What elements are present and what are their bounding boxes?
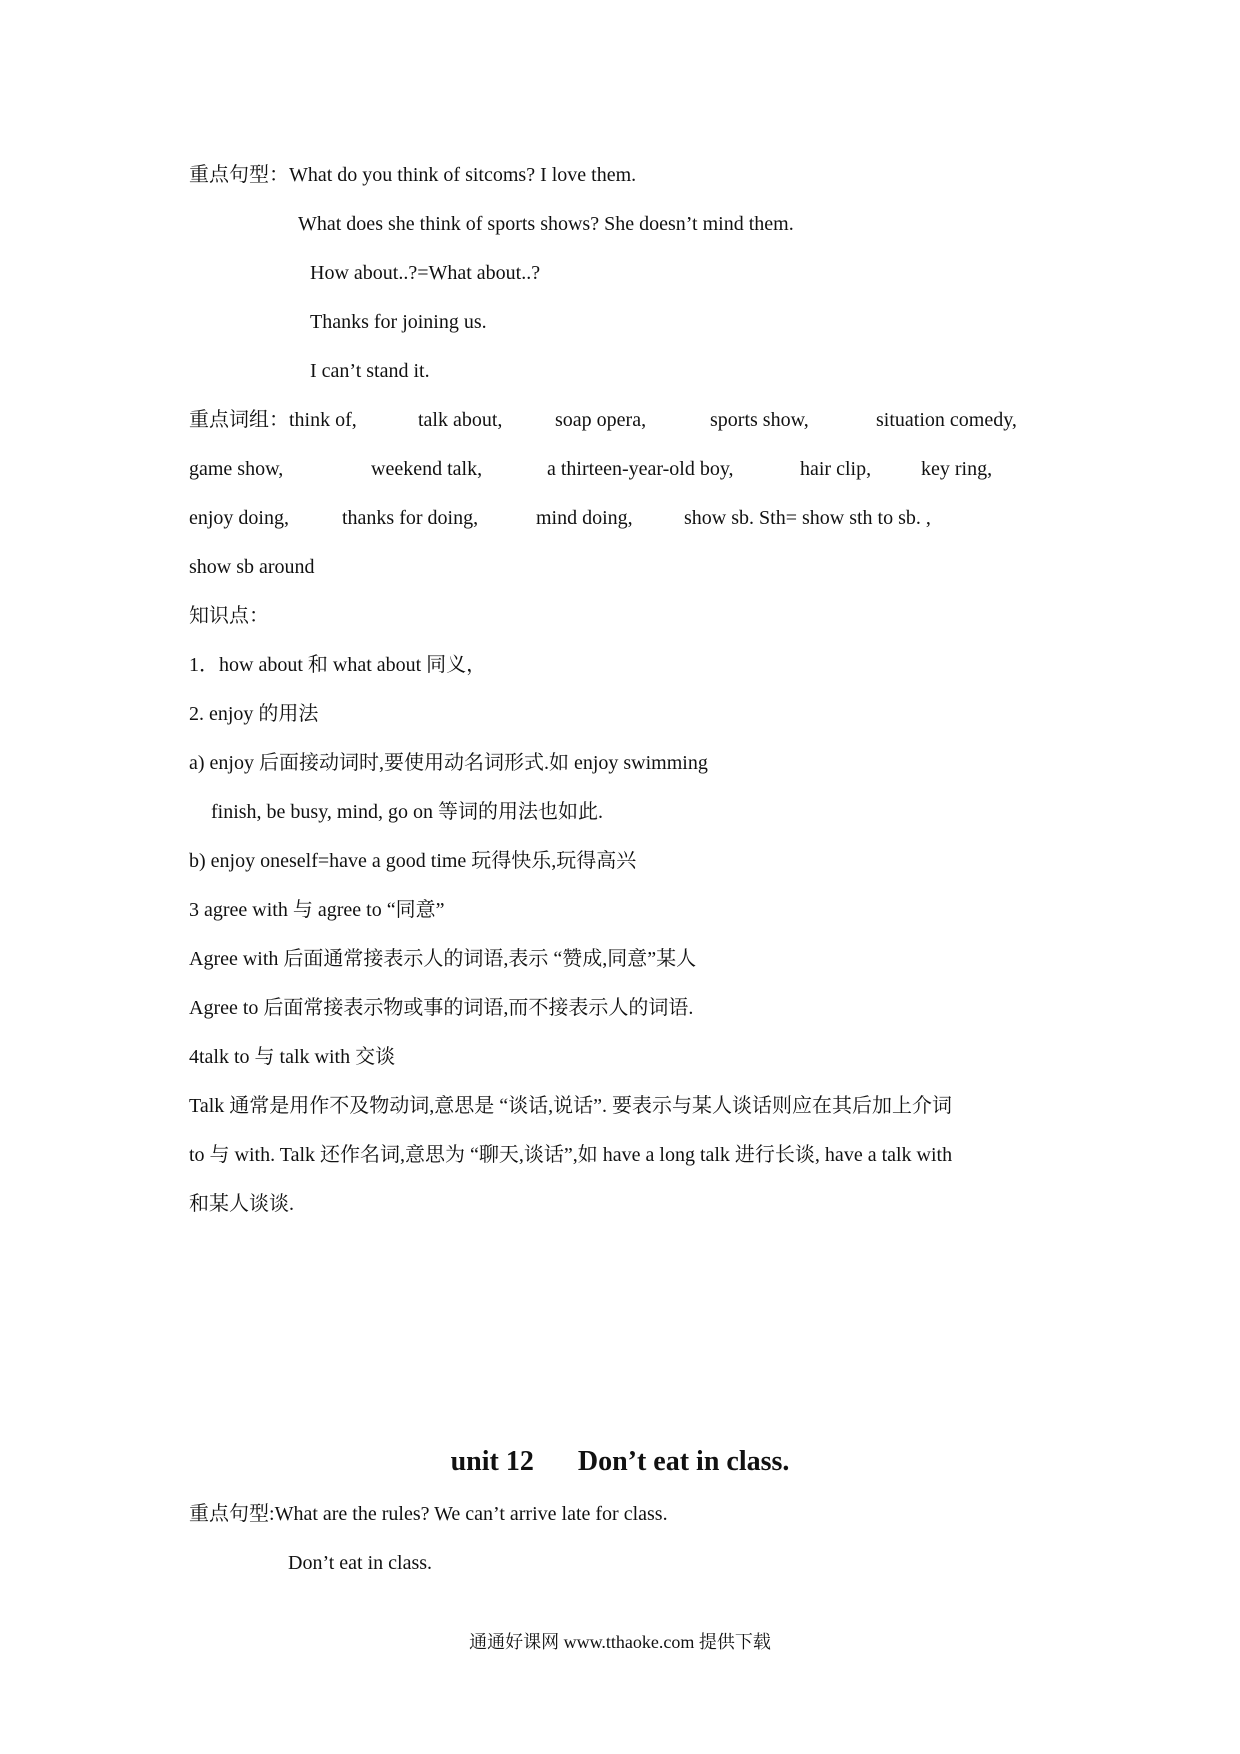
phrase-item: soap opera, [555,409,647,431]
phrase-item: mind doing, [536,507,633,529]
knowledge-point: to 与 with. Talk 还作名词,意思为 “聊天,谈话”,如 have a long talk 进行长谈, have a talk with [189,1144,953,1166]
phrases-row-4: show sb around [189,556,315,578]
knowledge-point: b) enjoy oneself=have a good time 玩得快乐,玩得高兴 [189,850,637,872]
phrase-item: talk about, [418,409,503,431]
phrase-item: enjoy doing, [189,507,289,529]
knowledge-point: a) enjoy 后面接动词时,要使用动名词形式.如 enjoy swimming [189,752,708,774]
pattern-sentence: What are the rules? We can’t arrive late for class. [274,1503,668,1525]
phrases-row-3 [189,504,931,532]
knowledge-point: Talk 通常是用作不及物动词,意思是 “谈话,说话”. 要表示与某人谈话则应在其后加上介词 [189,1095,953,1117]
phrases-row-1 [189,406,1017,434]
pattern-sentence: What do you think of sitcoms? I love them. [289,164,637,186]
knowledge-point: 1．how about 和 what about 同义， [189,654,487,676]
pattern-sentence: Don’t eat in class. [288,1552,433,1574]
phrases-row-2 [189,455,992,483]
pattern-sentence: What does she think of sports shows? She doesn’t mind them. [298,213,794,235]
phrase-item: key ring, [921,458,993,480]
knowledge-point: Agree to 后面常接表示物或事的词语,而不接表示人的词语. [189,997,694,1019]
phrase-item: thanks for doing, [342,507,479,529]
pattern-sentence: How about..?=What about..? [310,262,541,284]
phrase-item: a thirteen-year-old boy, [547,458,734,480]
unit-heading [0,1444,1240,1480]
knowledge-point: 2. enjoy 的用法 [189,703,319,725]
knowledge-point: finish, be busy, mind, go on 等词的用法也如此. [211,801,604,823]
knowledge-label: 知识点： [189,605,269,627]
phrases-label: 重点词组： [189,409,289,431]
phrase-item: sports show, [710,409,809,431]
unit-number: unit 12 [450,1446,534,1477]
unit-title: Don’t eat in class. [577,1446,790,1477]
unit12-patterns-line-1 [189,1500,668,1528]
phrase-item: situation comedy, [876,409,1017,431]
pattern-sentence: Thanks for joining us. [310,311,487,333]
phrase-item: weekend talk, [371,458,483,480]
knowledge-point: 和某人谈谈. [189,1193,294,1215]
phrase-item: game show, [189,458,284,480]
phrase-item: show sb. Sth= show sth to sb. , [684,507,931,529]
phrase-item: think of, [289,409,357,431]
patterns-label: 重点句型: [189,1503,275,1525]
knowledge-point: 3 agree with 与 agree to “同意” [189,899,445,921]
patterns-line-1 [189,161,636,189]
patterns-label: 重点句型： [189,164,289,186]
page-footer: 通通好课网 www.tthaoke.com 提供下载 [469,1632,771,1652]
knowledge-point: Agree with 后面通常接表示人的词语,表示 “赞成,同意”某人 [189,948,697,970]
phrase-item: hair clip, [800,458,872,480]
pattern-sentence: I can’t stand it. [310,360,430,382]
knowledge-point: 4talk to 与 talk with 交谈 [189,1046,396,1068]
